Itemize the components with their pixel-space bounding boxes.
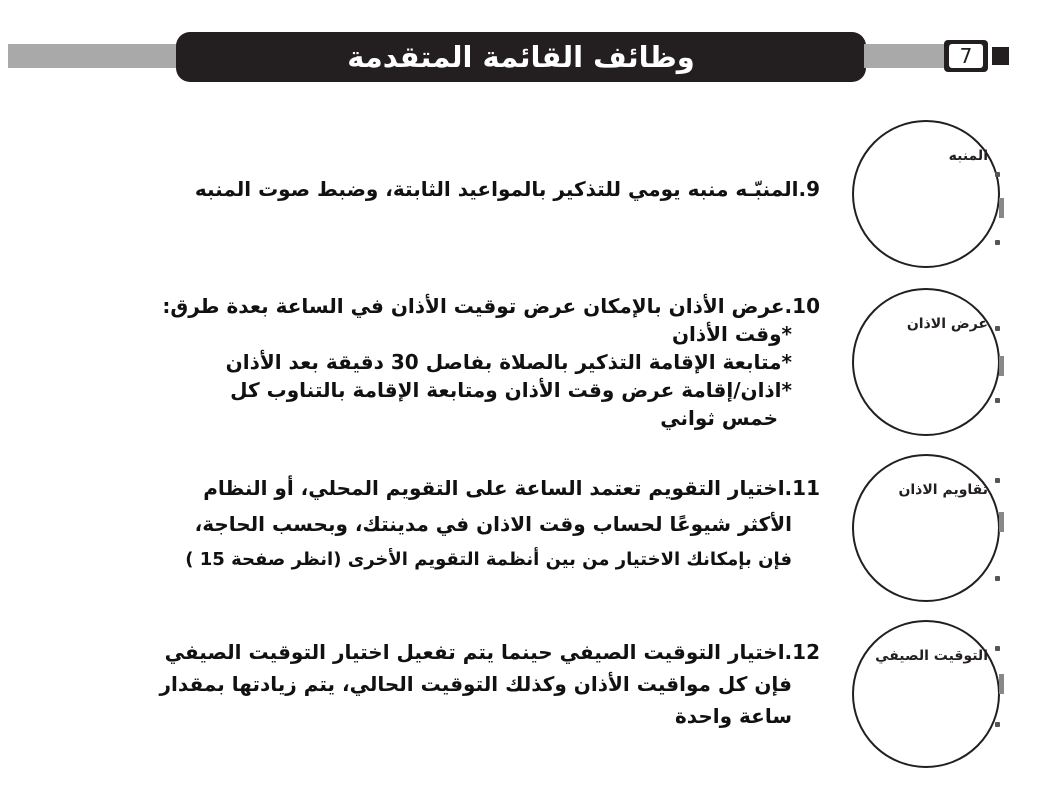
watch-button-icon	[999, 512, 1004, 532]
section-line: الأكثر شيوعًا لحساب وقت الاذان في مدينتك، وبحسب الحاجة،	[194, 512, 792, 536]
section-line: ساعة واحدة	[675, 704, 792, 728]
watch-button-icon	[995, 326, 1000, 331]
watch-face-alarm	[852, 120, 1000, 268]
page-title: وظائف القائمة المتقدمة	[347, 40, 695, 74]
header-bar-left	[8, 44, 178, 68]
section-line: 11.اختيار التقويم تعتمد الساعة على التقويم المحلي، أو النظام	[203, 476, 820, 500]
watch-face-daylight-saving	[852, 620, 1000, 768]
watch-button-icon	[995, 240, 1000, 245]
watch-face-calendar	[852, 454, 1000, 602]
watch-display-label: التوقيت الصيفي	[875, 648, 988, 664]
section-line: 9.المنبّـه منبه يومي للتذكير بالمواعيد الثابتة، وضبط صوت المنبه	[194, 177, 820, 201]
section-line: *وقت الأذان	[671, 322, 792, 346]
watch-button-icon	[999, 674, 1004, 694]
section-line: *متابعة الإقامة التذكير بالصلاة بفاصل 30 دقيقة بعد الأذان	[225, 350, 792, 374]
section-line: فإن بإمكانك الاختيار من بين أنظمة التقويم الأخرى (انظر صفحة 15 )	[185, 549, 792, 570]
section-line: فإن كل مواقيت الأذان وكذلك التوقيت الحالي، يتم زيادتها بمقدار	[159, 672, 792, 696]
watch-display-label: المنبه	[948, 148, 988, 164]
watch-face-adhan-display	[852, 288, 1000, 436]
watch-button-icon	[995, 478, 1000, 483]
watch-display-label: تقاويم الاذان	[898, 482, 988, 498]
watch-button-icon	[999, 356, 1004, 376]
header-bar-right	[864, 44, 944, 68]
header-end-square	[992, 47, 1009, 65]
watch-button-icon	[995, 646, 1000, 651]
page-number: 7	[949, 44, 983, 68]
section-line: 12.اختيار التوقيت الصيفي حينما يتم تفعيل اختيار التوقيت الصيفي	[164, 640, 820, 664]
watch-button-icon	[995, 722, 1000, 727]
section-alarm	[60, 175, 820, 203]
watch-display-label: عرض الاذان	[906, 316, 988, 332]
section-line: خمس ثواني	[660, 406, 778, 430]
section-adhan-display	[60, 292, 820, 432]
page-title-banner	[176, 32, 866, 82]
section-line: 10.عرض الأذان بالإمكان عرض توقيت الأذان في الساعة بعدة طرق:	[162, 294, 820, 318]
watch-button-icon	[995, 398, 1000, 403]
watch-button-icon	[999, 198, 1004, 218]
section-line: *اذان/إقامة عرض وقت الأذان ومتابعة الإقامة بالتناوب كل	[230, 378, 792, 402]
watch-button-icon	[995, 172, 1000, 177]
watch-button-icon	[995, 576, 1000, 581]
page-number-badge	[944, 40, 988, 72]
section-daylight-saving	[60, 636, 820, 732]
section-calendar	[60, 470, 820, 578]
